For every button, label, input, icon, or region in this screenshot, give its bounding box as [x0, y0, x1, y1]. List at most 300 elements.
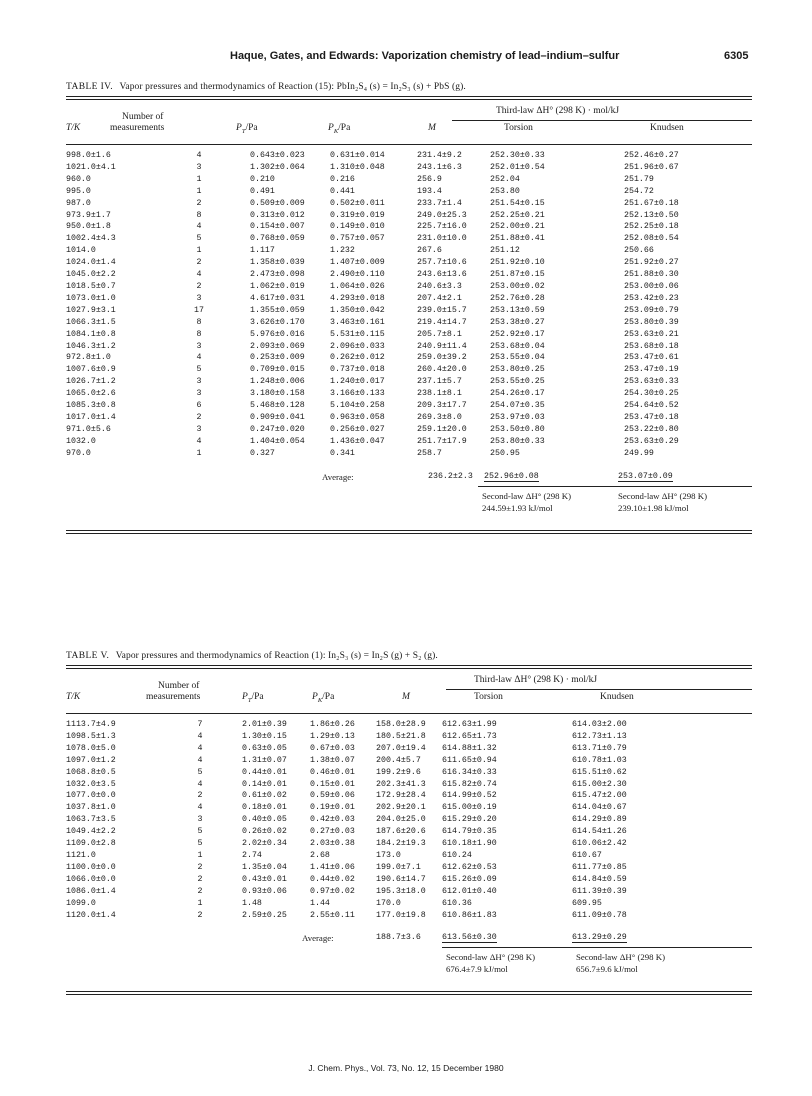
- table-cell: 1097.0±1.2: [66, 755, 116, 765]
- table-cell: 612.65±1.73: [442, 731, 497, 741]
- table-cell: 1.355±0.059: [250, 305, 305, 315]
- second-law-torsion-label: Second-law ΔH° (298 K): [482, 490, 572, 501]
- table-row: [66, 838, 752, 850]
- table-cell: 2: [196, 281, 202, 291]
- table-cell: 1.41±0.06: [310, 862, 355, 872]
- table-cell: 0.757±0.057: [330, 234, 385, 244]
- table-cell: 1.38±0.07: [310, 755, 355, 765]
- table-row: [66, 719, 752, 731]
- table-cell: 1085.3±0.8: [66, 401, 116, 411]
- table-cell: 1: [197, 850, 203, 860]
- table-cell: 251.7±17.9: [417, 436, 467, 446]
- table-cell: 3: [196, 389, 202, 399]
- table-cell: 3: [196, 341, 202, 351]
- table-cell: 251.92±0.27: [624, 258, 679, 268]
- table-cell: 1.35±0.04: [242, 862, 287, 872]
- header-third-law: Third-law ΔH° (298 K) · mol/kJ: [496, 106, 620, 116]
- table-cell: 251.96±0.67: [624, 162, 679, 172]
- table-cell: 0.253±0.009: [250, 353, 305, 363]
- table-cell: 269.3±8.0: [417, 412, 462, 422]
- table-cell: 3.180±0.158: [250, 389, 305, 399]
- table-cell: 614.84±0.59: [572, 874, 627, 884]
- average-molar-mass: 188.7±3.6: [376, 933, 421, 943]
- table-cell: 610.86±1.83: [442, 910, 497, 920]
- table-cell: 0.509±0.009: [250, 198, 305, 208]
- table-cell: 1073.0±1.0: [66, 293, 116, 303]
- table-row: [66, 210, 752, 222]
- table-cell: 254.72: [624, 186, 654, 196]
- table-cell: 1.407±0.009: [330, 258, 385, 268]
- table-cell: 1032.0: [66, 436, 96, 446]
- table-cell: 5: [196, 234, 202, 244]
- table-row: [66, 400, 752, 412]
- average-label: Average:: [302, 933, 334, 944]
- header-pt: $P_T/Pa$: [236, 123, 258, 135]
- table-cell: 611.77±0.85: [572, 862, 627, 872]
- table-cell: 3: [196, 162, 202, 172]
- table-cell: 6: [196, 401, 202, 411]
- table-cell: 172.9±28.4: [376, 791, 426, 801]
- table-cell: 253.47±0.19: [624, 365, 679, 375]
- table-cell: 260.4±20.0: [417, 365, 467, 375]
- table-cell: 970.0: [66, 448, 91, 458]
- table-cell: 1027.9±3.1: [66, 305, 116, 315]
- table-cell: 2.68: [310, 850, 330, 860]
- table-cell: 0.67±0.03: [310, 743, 355, 753]
- header-pk: $P_K/Pa$: [328, 123, 351, 135]
- table-cell: 2.093±0.069: [250, 341, 305, 351]
- table-cell: 614.54±1.26: [572, 827, 627, 837]
- table-cell: 615.47±2.00: [572, 791, 627, 801]
- table-cell: 253.80±0.39: [624, 317, 679, 327]
- table-row: [66, 424, 752, 436]
- table-cell: 4: [196, 270, 202, 280]
- table-cell: 1.062±0.019: [250, 281, 305, 291]
- table-cell: 610.18±1.90: [442, 839, 497, 849]
- header-torsion: Torsion: [504, 123, 533, 133]
- table-row: [66, 317, 752, 329]
- table-cell: 0.14±0.01: [242, 779, 287, 789]
- table-row: [66, 352, 752, 364]
- table-cell: 0.491: [250, 186, 275, 196]
- table-cell: 251.54±0.15: [490, 198, 545, 208]
- table-cell: 611.09±0.78: [572, 910, 627, 920]
- table-cell: 243.1±6.3: [417, 162, 462, 172]
- table-cell: 2.02±0.34: [242, 839, 287, 849]
- table-cell: 0.59±0.06: [310, 791, 355, 801]
- table-cell: 1026.7±1.2: [66, 377, 116, 387]
- table-cell: 0.42±0.03: [310, 815, 355, 825]
- table-cell: 5.104±0.258: [330, 401, 385, 411]
- table-cell: 612.63±1.99: [442, 720, 497, 729]
- table-cell: 2: [196, 412, 202, 422]
- table-cell: 253.13±0.59: [490, 305, 545, 315]
- table-row: [66, 731, 752, 743]
- table-cell: 2: [196, 258, 202, 268]
- table-cell: 237.1±5.7: [417, 377, 462, 387]
- table-cell: 238.1±8.1: [417, 389, 462, 399]
- table-cell: 1049.4±2.2: [66, 827, 116, 837]
- table-cell: 0.643±0.023: [250, 151, 305, 160]
- table-cell: 1.48: [242, 898, 262, 908]
- table-cell: 253.55±0.04: [490, 353, 545, 363]
- table-cell: 253.09±0.79: [624, 305, 679, 315]
- table-cell: 971.0±5.6: [66, 424, 111, 434]
- table-cell: 1: [196, 186, 202, 196]
- table-cell: 614.04±0.67: [572, 803, 627, 813]
- table-cell: 193.4: [417, 186, 442, 196]
- table-cell: 1066.3±1.5: [66, 317, 116, 327]
- header-temperature: T/K: [66, 123, 81, 133]
- table-cell: 190.6±14.7: [376, 874, 426, 884]
- table-row: [66, 376, 752, 388]
- table-cell: 614.88±1.32: [442, 743, 497, 753]
- table-cell: 1021.0±4.1: [66, 162, 116, 172]
- table-cell: 2: [197, 862, 203, 872]
- summary-rule: [478, 486, 752, 487]
- table-cell: 251.87±0.15: [490, 270, 545, 280]
- table-cell: 250.95: [490, 448, 520, 458]
- table-cell: 1.117: [250, 246, 275, 256]
- table-row: [66, 245, 752, 257]
- table-cell: 1078.0±5.0: [66, 743, 116, 753]
- running-head-title: Haque, Gates, and Edwards: Vaporization chemistry of lead–indium–sulfur: [230, 50, 620, 62]
- table-cell: 1068.8±0.5: [66, 767, 116, 777]
- table-iv-summary: [66, 462, 752, 530]
- table-cell: 1084.1±0.8: [66, 329, 116, 339]
- table-cell: 0.154±0.007: [250, 222, 305, 232]
- table-cell: 0.216: [330, 174, 355, 184]
- table-cell: 254.64±0.52: [624, 401, 679, 411]
- table-cell: 5: [197, 827, 203, 837]
- table-cell: 251.12: [490, 246, 520, 256]
- table-cell: 187.6±20.6: [376, 827, 426, 837]
- table-cell: 1: [196, 174, 202, 184]
- table-iv-caption: [66, 82, 752, 92]
- table-cell: 5.468±0.128: [250, 401, 305, 411]
- table-cell: 0.93±0.06: [242, 886, 287, 896]
- header-third-law-rule: [452, 120, 752, 121]
- table-cell: 0.63±0.05: [242, 743, 287, 753]
- table-cell: 0.61±0.02: [242, 791, 287, 801]
- table-cell: 249.0±25.3: [417, 210, 467, 220]
- table-cell: 252.08±0.54: [624, 234, 679, 244]
- table-cell: 200.4±5.7: [376, 755, 421, 765]
- table-cell: 0.341: [330, 448, 355, 458]
- table-cell: 610.24: [442, 850, 472, 860]
- table-cell: 0.19±0.01: [310, 803, 355, 813]
- table-v-header: [66, 669, 752, 713]
- table-cell: 613.71±0.79: [572, 743, 627, 753]
- table-row: [66, 910, 752, 922]
- table-cell: 257.7±10.6: [417, 258, 467, 268]
- table-cell: 0.43±0.01: [242, 874, 287, 884]
- table-cell: 1065.0±2.6: [66, 389, 116, 399]
- table-cell: 2.490±0.110: [330, 270, 385, 280]
- table-cell: 1045.0±2.2: [66, 270, 116, 280]
- table-cell: 614.99±0.52: [442, 791, 497, 801]
- table-cell: 4: [197, 743, 203, 753]
- table-cell: 243.6±13.6: [417, 270, 467, 280]
- table-cell: 2.03±0.38: [310, 839, 355, 849]
- table-cell: 254.07±0.35: [490, 401, 545, 411]
- table-iv-body: [66, 150, 752, 460]
- table-cell: 1120.0±1.4: [66, 910, 116, 920]
- table-row: [66, 305, 752, 317]
- table-cell: 252.76±0.28: [490, 293, 545, 303]
- table-cell: 5.976±0.016: [250, 329, 305, 339]
- table-cell: 2: [196, 198, 202, 208]
- table-cell: 1063.7±3.5: [66, 815, 116, 825]
- table-cell: 1024.0±1.4: [66, 258, 116, 268]
- table-cell: 612.01±0.40: [442, 886, 497, 896]
- table-cell: 8: [196, 329, 202, 339]
- table-cell: 0.502±0.011: [330, 198, 385, 208]
- header-number-of: Number of: [158, 681, 200, 691]
- table-cell: 1.31±0.07: [242, 755, 287, 765]
- table-cell: 0.631±0.014: [330, 151, 385, 160]
- table-cell: 253.47±0.18: [624, 412, 679, 422]
- table-cell: 253.47±0.61: [624, 353, 679, 363]
- table-row: [66, 898, 752, 910]
- header-torsion: Torsion: [474, 692, 503, 702]
- table-cell: 233.7±1.4: [417, 198, 462, 208]
- table-cell: 950.0±1.8: [66, 222, 111, 232]
- table-cell: 2: [197, 791, 203, 801]
- table-cell: 4: [196, 353, 202, 363]
- table-cell: 1014.0: [66, 246, 96, 256]
- table-row: [66, 886, 752, 898]
- table-cell: 3: [196, 293, 202, 303]
- table-cell: 251.88±0.41: [490, 234, 545, 244]
- table-cell: 259.1±20.0: [417, 424, 467, 434]
- table-v-body: [66, 719, 752, 921]
- table-cell: 195.3±18.0: [376, 886, 426, 896]
- table-cell: 1066.0±0.0: [66, 874, 116, 884]
- table-cell: 612.73±1.13: [572, 731, 627, 741]
- table-cell: 252.46±0.27: [624, 151, 679, 160]
- table-cell: 184.2±19.3: [376, 839, 426, 849]
- table-cell: 610.78±1.03: [572, 755, 627, 765]
- table-cell: 0.963±0.058: [330, 412, 385, 422]
- table-cell: 614.79±0.35: [442, 827, 497, 837]
- table-cell: 253.38±0.27: [490, 317, 545, 327]
- table-cell: 615.00±2.30: [572, 779, 627, 789]
- table-cell: 998.0±1.6: [66, 151, 111, 160]
- table-row: [66, 436, 752, 448]
- table-cell: 199.0±7.1: [376, 862, 421, 872]
- table-cell: 0.319±0.019: [330, 210, 385, 220]
- table-cell: 972.8±1.0: [66, 353, 111, 363]
- table-cell: 0.40±0.05: [242, 815, 287, 825]
- table-cell: 1113.7±4.9: [66, 720, 116, 729]
- table-cell: 1: [197, 898, 203, 908]
- table-row: [66, 186, 752, 198]
- average-label: Average:: [322, 471, 354, 482]
- table-cell: 1017.0±1.4: [66, 412, 116, 422]
- table-cell: 0.768±0.059: [250, 234, 305, 244]
- table-cell: 1032.0±3.5: [66, 779, 116, 789]
- table-cell: 1.30±0.15: [242, 731, 287, 741]
- table-cell: 252.25±0.18: [624, 222, 679, 232]
- table-cell: 207.0±19.4: [376, 743, 426, 753]
- table-cell: 611.65±0.94: [442, 755, 497, 765]
- table-v-caption: [66, 651, 752, 661]
- table-cell: 8: [196, 210, 202, 220]
- table-cell: 5: [197, 767, 203, 777]
- header-third-law-rule: [446, 689, 752, 690]
- table-cell: 1: [196, 246, 202, 256]
- table-cell: 1121.0: [66, 850, 96, 860]
- header-measurements: measurements: [146, 692, 201, 702]
- table-cell: 610.36: [442, 898, 472, 908]
- table-cell: 17: [194, 305, 204, 315]
- table-cell: 225.7±16.0: [417, 222, 467, 232]
- summary-rule: [442, 947, 752, 948]
- table-cell: 240.9±11.4: [417, 341, 467, 351]
- table-cell: 259.0±39.2: [417, 353, 467, 363]
- table-cell: 1.248±0.006: [250, 377, 305, 387]
- average-torsion: 613.56±0.30: [442, 933, 497, 943]
- table-iv-caption-text: Vapor pressures and thermodynamics of Reaction (15): PbIn₂S₄ (s) = In₂S₃ (s) + PbS (g).: [119, 82, 466, 92]
- table-cell: 231.4±9.2: [417, 151, 462, 160]
- table-cell: 1.29±0.13: [310, 731, 355, 741]
- table-cell: 4: [196, 151, 202, 160]
- table-cell: 0.441: [330, 186, 355, 196]
- table-cell: 2: [197, 874, 203, 884]
- table-cell: 0.709±0.015: [250, 365, 305, 375]
- table-cell: 252.30±0.33: [490, 151, 545, 160]
- journal-citation-footer: J. Chem. Phys., Vol. 73, No. 12, 15 December 1980: [308, 1063, 504, 1073]
- second-law-torsion-label: Second-law ΔH° (298 K): [446, 952, 536, 963]
- table-cell: 252.00±0.21: [490, 222, 545, 232]
- table-cell: 987.0: [66, 198, 91, 208]
- table-cell: 1.064±0.026: [330, 281, 385, 291]
- table-cell: 615.29±0.20: [442, 815, 497, 825]
- table-v-caption-label: TABLE V.: [66, 651, 110, 661]
- table-iv-header: [66, 100, 752, 144]
- table-cell: 0.210: [250, 174, 275, 184]
- table-cell: 1.436±0.047: [330, 436, 385, 446]
- table-cell: 253.63±0.33: [624, 377, 679, 387]
- table-row: [66, 850, 752, 862]
- table-row: [66, 743, 752, 755]
- average-torsion: 252.96±0.08: [484, 471, 539, 481]
- table-cell: 2.01±0.39: [242, 720, 287, 729]
- table-cell: 4.293±0.018: [330, 293, 385, 303]
- table-row: [66, 162, 752, 174]
- table-cell: 0.737±0.018: [330, 365, 385, 375]
- table-cell: 0.149±0.010: [330, 222, 385, 232]
- table-cell: 158.0±28.9: [376, 720, 426, 729]
- second-law-torsion-value: 244.59±1.93 kJ/mol: [482, 502, 553, 513]
- table-cell: 1.240±0.017: [330, 377, 385, 387]
- table-cell: 256.9: [417, 174, 442, 184]
- table-cell: 231.0±10.0: [417, 234, 467, 244]
- table-row: [66, 874, 752, 886]
- header-molar-mass: M: [428, 123, 436, 133]
- table-cell: 240.6±3.3: [417, 281, 462, 291]
- table-cell: 1.404±0.054: [250, 436, 305, 446]
- table-row: [66, 755, 752, 767]
- table-row: [66, 862, 752, 874]
- table-cell: 615.51±0.62: [572, 767, 627, 777]
- table-cell: 258.7: [417, 448, 442, 458]
- table-cell: 3.626±0.170: [250, 317, 305, 327]
- table-cell: 0.97±0.02: [310, 886, 355, 896]
- table-cell: 205.7±8.1: [417, 329, 462, 339]
- table-cell: 614.03±2.00: [572, 720, 627, 729]
- table-cell: 4: [197, 755, 203, 765]
- table-cell: 1.310±0.048: [330, 162, 385, 172]
- table-cell: 253.00±0.06: [624, 281, 679, 291]
- table-cell: 239.0±15.7: [417, 305, 467, 315]
- table-cell: 995.0: [66, 186, 91, 196]
- table-cell: 3: [196, 377, 202, 387]
- table-cell: 1.350±0.042: [330, 305, 385, 315]
- table-cell: 209.3±17.7: [417, 401, 467, 411]
- table-cell: 253.55±0.25: [490, 377, 545, 387]
- table-cell: 615.82±0.74: [442, 779, 497, 789]
- table-v-summary: [66, 923, 752, 991]
- average-knudsen: 613.29±0.29: [572, 933, 627, 943]
- header-pt: $P_T/Pa$: [242, 692, 264, 704]
- table-cell: 252.25±0.21: [490, 210, 545, 220]
- table-cell: 2.55±0.11: [310, 910, 355, 920]
- table-cell: 267.6: [417, 246, 442, 256]
- table-v-header-rule: [66, 713, 752, 714]
- table-cell: 253.80: [490, 186, 520, 196]
- table-cell: 2.59±0.25: [242, 910, 287, 920]
- table-cell: 616.34±0.33: [442, 767, 497, 777]
- table-cell: 0.18±0.01: [242, 803, 287, 813]
- table-cell: 249.99: [624, 448, 654, 458]
- table-cell: 610.06±2.42: [572, 839, 627, 849]
- table-cell: 612.62±0.53: [442, 862, 497, 872]
- table-cell: 254.30±0.25: [624, 389, 679, 399]
- table-row: [66, 221, 752, 233]
- table-cell: 1.86±0.26: [310, 720, 355, 729]
- table-cell: 252.13±0.50: [624, 210, 679, 220]
- header-temperature: T/K: [66, 692, 81, 702]
- table-cell: 5: [196, 365, 202, 375]
- table-cell: 1.302±0.064: [250, 162, 305, 172]
- table-v-bottom-rule: [66, 991, 752, 995]
- table-cell: 219.4±14.7: [417, 317, 467, 327]
- second-law-knudsen-value: 656.7±9.6 kJ/mol: [576, 964, 638, 975]
- table-row: [66, 281, 752, 293]
- table-cell: 252.01±0.54: [490, 162, 545, 172]
- table-iv-caption-label: TABLE IV.: [66, 82, 113, 92]
- table-row: [66, 150, 752, 162]
- table-cell: 253.42±0.23: [624, 293, 679, 303]
- table-cell: 170.0: [376, 898, 401, 908]
- header-measurements: measurements: [110, 123, 165, 133]
- second-law-torsion-value: 676.4±7.9 kJ/mol: [446, 964, 508, 975]
- table-cell: 253.22±0.80: [624, 424, 679, 434]
- table-cell: 251.79: [624, 174, 654, 184]
- table-cell: 4: [197, 803, 203, 813]
- table-iv: [66, 82, 752, 534]
- table-cell: 5: [197, 839, 203, 849]
- table-iv-bottom-rule: [66, 530, 752, 534]
- header-number-of: Number of: [122, 112, 164, 122]
- table-cell: 4: [197, 731, 203, 741]
- table-cell: 253.80±0.33: [490, 436, 545, 446]
- table-cell: 0.26±0.02: [242, 827, 287, 837]
- table-cell: 1098.5±1.3: [66, 731, 116, 741]
- table-row: [66, 364, 752, 376]
